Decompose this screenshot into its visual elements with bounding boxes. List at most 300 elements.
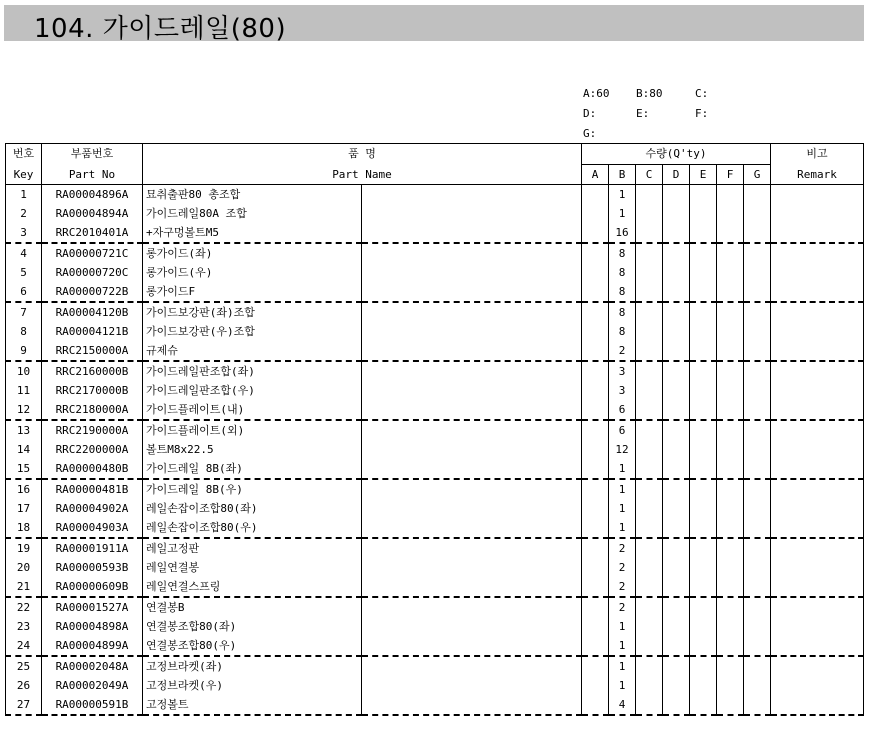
table-row [6,695,864,715]
cell-qty-a [582,302,609,322]
cell-qty-g [744,420,771,440]
header-remark-en: Remark [771,165,864,185]
legend-d: D: [583,107,597,120]
cell-qty-e [690,243,717,263]
cell-name-extra [362,381,582,400]
cell-qty-f [717,617,744,636]
cell-qty-f [717,420,744,440]
cell-name-extra [362,204,582,223]
cell-qty-c [636,499,663,518]
cell-qty-e [690,518,717,538]
cell-part-name: 롱가이드F [143,282,362,302]
cell-part-no: RRC2150000A [42,341,143,361]
cell-qty-a [582,263,609,282]
cell-qty-f [717,558,744,577]
table-row [6,636,864,656]
cell-name-extra [362,695,582,715]
legend-g: G: [583,127,597,140]
cell-part-name: 묘취출판80 총조합 [143,185,362,205]
cell-name-extra [362,400,582,420]
cell-qty-e [690,185,717,205]
table-row [6,499,864,518]
cell-key: 18 [6,518,42,538]
cell-qty-e [690,676,717,695]
table-row [6,204,864,223]
cell-qty-g [744,185,771,205]
cell-part-no: RA00000721C [42,243,143,263]
header-part-no-en: Part No [42,165,143,185]
cell-part-no: RA00004902A [42,499,143,518]
cell-part-no: RA00000593B [42,558,143,577]
cell-part-no: RA00000722B [42,282,143,302]
cell-qty-d [663,185,690,205]
cell-name-extra [362,243,582,263]
cell-name-extra [362,361,582,381]
cell-remark [771,617,864,636]
cell-qty-d [663,499,690,518]
cell-name-extra [362,282,582,302]
cell-qty-b: 1 [609,518,636,538]
cell-remark [771,243,864,263]
table-row [6,341,864,361]
cell-part-name: 연결봉B [143,597,362,617]
cell-qty-b: 4 [609,695,636,715]
cell-name-extra [362,322,582,341]
cell-name-extra [362,499,582,518]
cell-qty-g [744,282,771,302]
cell-part-name: 연결봉조합80(우) [143,636,362,656]
cell-part-no: RA00004899A [42,636,143,656]
cell-name-extra [362,223,582,243]
header-qty-f: F [717,165,744,185]
cell-qty-c [636,420,663,440]
cell-qty-e [690,695,717,715]
cell-qty-e [690,420,717,440]
cell-qty-d [663,263,690,282]
cell-remark [771,518,864,538]
cell-qty-d [663,243,690,263]
cell-key: 23 [6,617,42,636]
cell-part-name: 가이드레일 8B(좌) [143,459,362,479]
cell-part-name: 롱가이드(좌) [143,243,362,263]
cell-part-no: RA00004896A [42,185,143,205]
cell-qty-g [744,695,771,715]
cell-part-name: 고정볼트 [143,695,362,715]
cell-part-no: RA00001911A [42,538,143,558]
table-row [6,440,864,459]
cell-qty-a [582,282,609,302]
cell-qty-b: 6 [609,420,636,440]
cell-name-extra [362,636,582,656]
cell-part-no: RA00001527A [42,597,143,617]
cell-name-extra [362,656,582,676]
cell-qty-a [582,499,609,518]
cell-qty-e [690,440,717,459]
cell-qty-d [663,282,690,302]
cell-remark [771,381,864,400]
table-row [6,361,864,381]
cell-qty-d [663,420,690,440]
cell-qty-g [744,518,771,538]
table-row [6,597,864,617]
cell-part-no: RA00000609B [42,577,143,597]
cell-qty-f [717,695,744,715]
cell-qty-e [690,223,717,243]
cell-key: 5 [6,263,42,282]
cell-remark [771,558,864,577]
cell-qty-d [663,400,690,420]
table-row [6,558,864,577]
cell-qty-f [717,538,744,558]
cell-remark [771,538,864,558]
cell-part-name: 가이드플레이트(내) [143,400,362,420]
table-row [6,185,864,205]
cell-part-no: RRC2180000A [42,400,143,420]
cell-qty-g [744,440,771,459]
cell-qty-e [690,341,717,361]
cell-qty-b: 1 [609,656,636,676]
cell-remark [771,302,864,322]
cell-qty-a [582,617,609,636]
cell-qty-e [690,204,717,223]
cell-remark [771,400,864,420]
table-row [6,676,864,695]
cell-part-name: 레일손잡이조합80(우) [143,518,362,538]
cell-qty-g [744,636,771,656]
cell-qty-c [636,656,663,676]
cell-part-name: 롱가이드(우) [143,263,362,282]
cell-qty-d [663,577,690,597]
legend-e: E: [636,107,650,120]
table-row [6,282,864,302]
cell-qty-c [636,479,663,499]
table-row [6,479,864,499]
cell-qty-c [636,361,663,381]
cell-qty-e [690,459,717,479]
cell-qty-b: 8 [609,263,636,282]
cell-qty-c [636,597,663,617]
cell-part-no: RA00004903A [42,518,143,538]
cell-qty-g [744,341,771,361]
table-row [6,518,864,538]
cell-qty-d [663,381,690,400]
cell-part-no: RA00000480B [42,459,143,479]
page-title: 104. 가이드레일(80) [34,14,287,44]
cell-qty-a [582,440,609,459]
table-row [6,459,864,479]
cell-key: 6 [6,282,42,302]
cell-part-no: RA00000591B [42,695,143,715]
cell-qty-d [663,617,690,636]
cell-remark [771,322,864,341]
cell-qty-a [582,558,609,577]
cell-qty-g [744,499,771,518]
cell-qty-d [663,459,690,479]
cell-qty-a [582,341,609,361]
cell-qty-g [744,322,771,341]
cell-qty-g [744,204,771,223]
cell-qty-d [663,302,690,322]
cell-qty-g [744,361,771,381]
cell-qty-f [717,243,744,263]
cell-remark [771,263,864,282]
cell-key: 20 [6,558,42,577]
cell-qty-c [636,243,663,263]
cell-qty-d [663,656,690,676]
cell-key: 1 [6,185,42,205]
cell-name-extra [362,302,582,322]
cell-qty-a [582,518,609,538]
cell-qty-c [636,577,663,597]
cell-name-extra [362,479,582,499]
cell-qty-a [582,243,609,263]
cell-qty-b: 1 [609,499,636,518]
cell-qty-b: 1 [609,204,636,223]
cell-qty-b: 12 [609,440,636,459]
cell-remark [771,361,864,381]
cell-name-extra [362,420,582,440]
cell-part-no: RA00002048A [42,656,143,676]
cell-qty-g [744,400,771,420]
cell-name-extra [362,440,582,459]
cell-qty-a [582,185,609,205]
cell-qty-f [717,499,744,518]
cell-part-name: 고정브라켓(우) [143,676,362,695]
table-row [6,263,864,282]
cell-qty-b: 8 [609,302,636,322]
cell-qty-e [690,538,717,558]
cell-qty-g [744,381,771,400]
cell-key: 3 [6,223,42,243]
cell-qty-b: 2 [609,577,636,597]
cell-qty-f [717,204,744,223]
cell-qty-c [636,636,663,656]
cell-part-name: 규제슈 [143,341,362,361]
cell-qty-f [717,282,744,302]
cell-qty-f [717,322,744,341]
cell-qty-e [690,282,717,302]
cell-qty-e [690,381,717,400]
cell-part-no: RRC2010401A [42,223,143,243]
cell-qty-c [636,400,663,420]
cell-remark [771,341,864,361]
cell-qty-e [690,479,717,499]
cell-qty-f [717,459,744,479]
cell-qty-c [636,440,663,459]
table-row [6,577,864,597]
cell-remark [771,636,864,656]
cell-part-no: RA00000481B [42,479,143,499]
table-row [6,420,864,440]
cell-qty-c [636,538,663,558]
cell-qty-c [636,204,663,223]
cell-remark [771,204,864,223]
cell-part-no: RA00004898A [42,617,143,636]
cell-qty-c [636,676,663,695]
cell-remark [771,499,864,518]
cell-qty-e [690,617,717,636]
cell-qty-c [636,223,663,243]
cell-part-name: 가이드보강판(좌)조합 [143,302,362,322]
cell-qty-g [744,223,771,243]
cell-qty-f [717,185,744,205]
cell-remark [771,185,864,205]
title-bar [4,5,864,44]
cell-qty-f [717,440,744,459]
legend-a: A:60 [583,87,610,100]
cell-key: 24 [6,636,42,656]
cell-name-extra [362,676,582,695]
cell-key: 27 [6,695,42,715]
cell-qty-b: 6 [609,400,636,420]
table-row [6,656,864,676]
cell-qty-e [690,499,717,518]
cell-qty-e [690,656,717,676]
cell-name-extra [362,617,582,636]
cell-qty-c [636,322,663,341]
cell-part-name: 고정브라켓(좌) [143,656,362,676]
cell-part-no: RA00002049A [42,676,143,695]
cell-qty-d [663,676,690,695]
cell-qty-d [663,341,690,361]
table-row [6,322,864,341]
cell-qty-g [744,676,771,695]
cell-key: 26 [6,676,42,695]
cell-key: 2 [6,204,42,223]
cell-part-no: RRC2160000B [42,361,143,381]
cell-qty-a [582,420,609,440]
cell-part-name: 레일연결스프링 [143,577,362,597]
cell-qty-a [582,676,609,695]
header-name: 품 명 [143,144,582,165]
cell-name-extra [362,597,582,617]
cell-qty-b: 8 [609,282,636,302]
header-remark: 비고 [771,144,864,165]
cell-qty-f [717,577,744,597]
cell-qty-a [582,538,609,558]
cell-qty-c [636,185,663,205]
cell-key: 8 [6,322,42,341]
cell-qty-d [663,558,690,577]
cell-qty-e [690,361,717,381]
cell-qty-a [582,577,609,597]
cell-name-extra [362,577,582,597]
cell-key: 4 [6,243,42,263]
cell-qty-c [636,518,663,538]
cell-qty-f [717,381,744,400]
cell-qty-f [717,656,744,676]
table-row [6,400,864,420]
cell-qty-f [717,400,744,420]
cell-qty-a [582,656,609,676]
table-row [6,538,864,558]
cell-qty-c [636,282,663,302]
cell-qty-c [636,695,663,715]
cell-part-name: 가이드레일판조합(좌) [143,361,362,381]
cell-part-name: 레일고정판 [143,538,362,558]
cell-qty-f [717,361,744,381]
cell-remark [771,459,864,479]
cell-remark [771,282,864,302]
cell-qty-f [717,223,744,243]
parts-body [6,185,864,716]
cell-remark [771,656,864,676]
cell-qty-e [690,322,717,341]
cell-qty-b: 1 [609,636,636,656]
cell-qty-g [744,577,771,597]
cell-qty-f [717,341,744,361]
cell-qty-c [636,381,663,400]
cell-part-name: 레일연결봉 [143,558,362,577]
cell-qty-f [717,636,744,656]
cell-qty-b: 16 [609,223,636,243]
cell-qty-g [744,558,771,577]
cell-qty-g [744,302,771,322]
cell-qty-g [744,459,771,479]
cell-qty-a [582,479,609,499]
cell-key: 12 [6,400,42,420]
cell-remark [771,695,864,715]
header-qty-c: C [636,165,663,185]
cell-qty-g [744,617,771,636]
cell-qty-b: 2 [609,341,636,361]
cell-part-no: RRC2190000A [42,420,143,440]
header-qty-d: D [663,165,690,185]
cell-qty-d [663,695,690,715]
cell-qty-f [717,479,744,499]
cell-qty-b: 8 [609,322,636,341]
legend-c: C: [695,87,709,100]
cell-part-name: 가이드레일 8B(우) [143,479,362,499]
legend-b: B:80 [636,87,663,100]
cell-part-name: +자구멍볼트M5 [143,223,362,243]
cell-qty-e [690,263,717,282]
cell-qty-g [744,656,771,676]
cell-qty-a [582,223,609,243]
cell-qty-a [582,636,609,656]
cell-qty-e [690,577,717,597]
cell-qty-a [582,695,609,715]
cell-qty-e [690,636,717,656]
cell-qty-a [582,459,609,479]
cell-remark [771,440,864,459]
header-qty-e: E [690,165,717,185]
cell-key: 21 [6,577,42,597]
cell-qty-a [582,361,609,381]
cell-qty-d [663,538,690,558]
cell-part-name: 볼트M8x22.5 [143,440,362,459]
cell-qty-b: 1 [609,676,636,695]
cell-qty-a [582,597,609,617]
cell-remark [771,597,864,617]
cell-name-extra [362,341,582,361]
cell-part-no: RA00004894A [42,204,143,223]
cell-qty-d [663,204,690,223]
cell-key: 25 [6,656,42,676]
cell-qty-c [636,341,663,361]
table-row [6,223,864,243]
cell-qty-e [690,597,717,617]
cell-qty-e [690,400,717,420]
table-row [6,381,864,400]
cell-qty-b: 8 [609,243,636,263]
cell-part-name: 레일손잡이조합80(좌) [143,499,362,518]
cell-part-no: RA00004120B [42,302,143,322]
cell-qty-c [636,263,663,282]
cell-qty-c [636,617,663,636]
cell-qty-d [663,479,690,499]
cell-name-extra [362,263,582,282]
